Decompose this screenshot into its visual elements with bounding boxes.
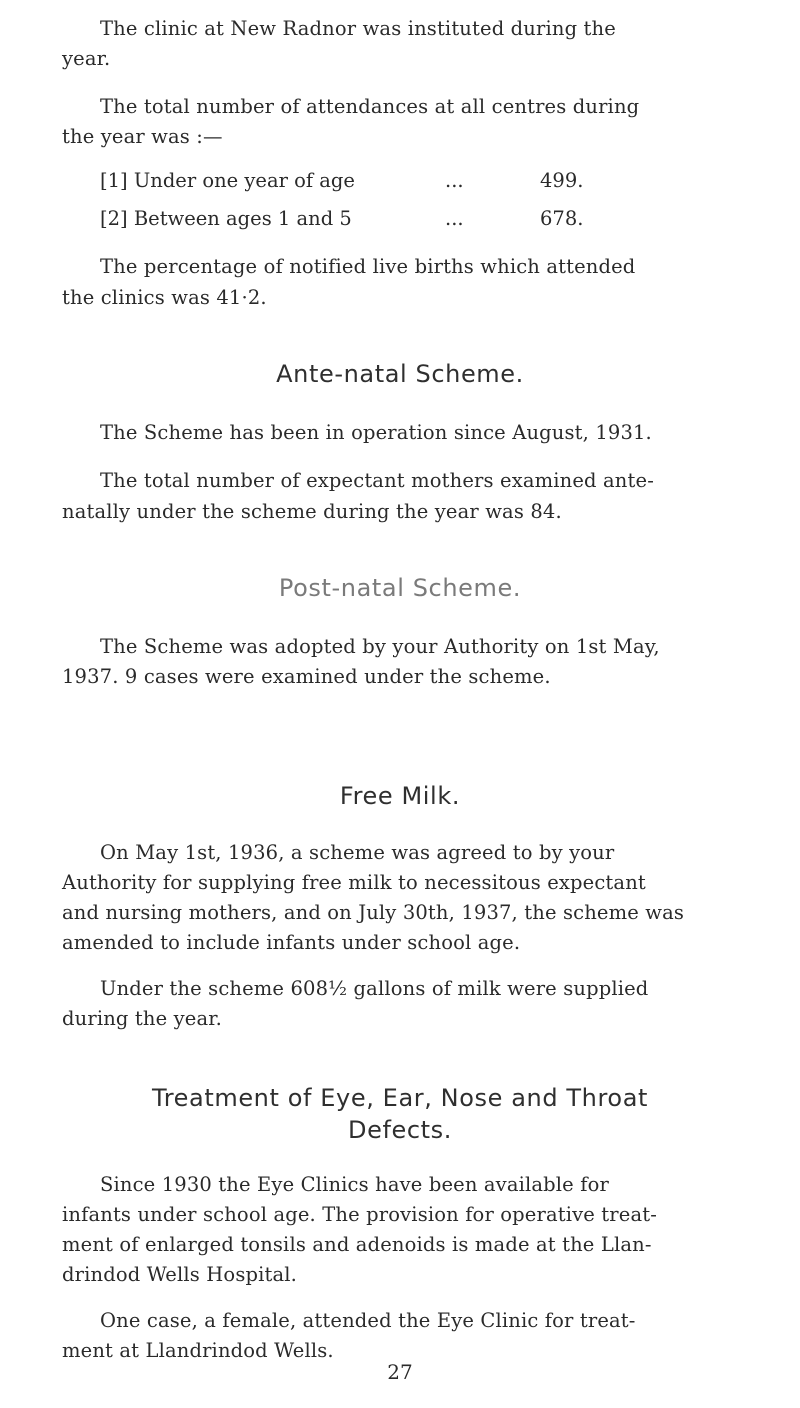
text-line: ment at Llandrindod Wells.	[62, 1339, 334, 1362]
text-line: One case, a female, attended the Eye Clinic for treat-	[100, 1309, 636, 1332]
leader-dots: ...	[445, 207, 464, 230]
attendance-value: 678.	[540, 207, 584, 230]
attendance-value: 499.	[540, 169, 584, 192]
text-line: The total number of attendances at all centres during	[100, 95, 640, 118]
text-line: The clinic at New Radnor was instituted during the	[100, 17, 616, 40]
text-line: The total number of expectant mothers examined ante-	[100, 469, 654, 492]
text-line: and nursing mothers, and on July 30th, 1937, the scheme was	[62, 901, 685, 924]
section-heading-treatment-cont: Defects.	[348, 1116, 452, 1144]
text-line: Since 1930 the Eye Clinics have been available for	[100, 1173, 609, 1196]
text-line: ment of enlarged tonsils and adenoids is made at the Llan-	[62, 1233, 652, 1256]
text-line: infants under school age. The provision for operative treat-	[62, 1203, 657, 1226]
attendance-label: [1] Under one year of age	[100, 169, 355, 192]
text-line: The percentage of notified live births which attended	[100, 255, 636, 278]
text-line: during the year.	[62, 1007, 222, 1030]
text-line: 1937. 9 cases were examined under the scheme.	[62, 665, 551, 688]
text-line: amended to include infants under school age.	[62, 931, 521, 954]
section-heading-postnatal: Post-natal Scheme.	[278, 574, 522, 602]
text-line: the year was :—	[62, 125, 223, 148]
text-line: natally under the scheme during the year was 84.	[62, 500, 562, 523]
text-line: the clinics was 41·2.	[62, 286, 267, 309]
text-line: The Scheme has been in operation since August, 1931.	[100, 421, 652, 444]
section-heading-free-milk: Free Milk.	[339, 782, 461, 810]
section-heading-treatment: Treatment of Eye, Ear, Nose and Throat	[151, 1084, 649, 1112]
text-line: On May 1st, 1936, a scheme was agreed to by your	[100, 841, 615, 864]
text-line: year.	[62, 47, 111, 70]
text-line: Authority for supplying free milk to necessitous expectant	[62, 871, 646, 894]
section-heading-antenatal: Ante-natal Scheme.	[276, 360, 524, 388]
text-line: The Scheme was adopted by your Authority on 1st May,	[100, 635, 660, 658]
page-number: 27	[387, 1360, 413, 1384]
attendance-label: [2] Between ages 1 and 5	[100, 207, 352, 230]
leader-dots: ...	[445, 169, 464, 192]
text-line: Under the scheme 608½ gallons of milk were supplied	[100, 977, 649, 1000]
text-line: drindod Wells Hospital.	[62, 1263, 297, 1286]
